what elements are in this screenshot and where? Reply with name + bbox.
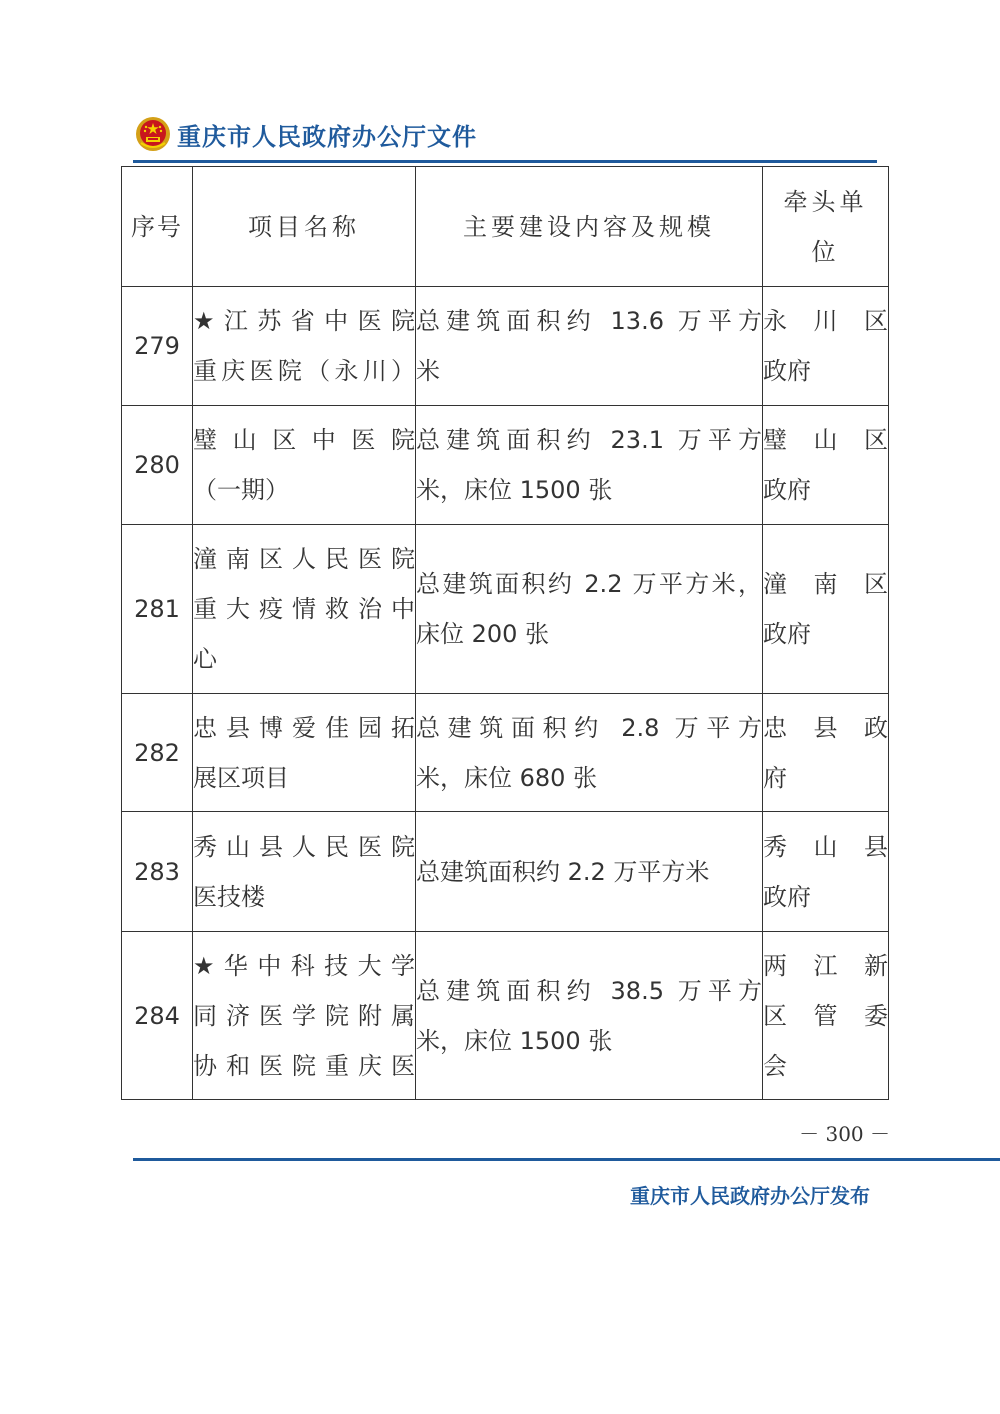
- project-name-line: 秀山县人民医院: [193, 832, 415, 861]
- project-name-line: 忠县博爱佳园拓: [193, 713, 415, 742]
- table-row: [122, 525, 889, 694]
- project-name-line: 璧山区中医院: [193, 426, 415, 454]
- table-row: [122, 406, 889, 525]
- project-name-line: （一期）: [193, 476, 289, 504]
- project-name-line: ★江苏省中医院: [193, 307, 415, 335]
- lead-unit-line: 会: [763, 1051, 787, 1080]
- table-row: [122, 812, 889, 932]
- national-emblem-icon: [135, 116, 171, 152]
- project-name-line: 协和医院重庆医: [193, 1051, 415, 1080]
- column-header-lead-unit-line: 位: [811, 237, 840, 266]
- footer-divider: [133, 1158, 1000, 1161]
- lead-unit-line: 府: [763, 763, 787, 792]
- construction-content-line: 床位 200 张: [416, 620, 550, 648]
- lead-unit-line: 政府: [763, 882, 811, 911]
- construction-content-line: 总建筑面积约 2.2 万平方米: [416, 857, 710, 886]
- lead-unit-line: 璧山区: [763, 426, 888, 454]
- lead-unit: [763, 694, 889, 812]
- lead-unit: [763, 406, 889, 525]
- page-number: － 300 －: [799, 1122, 890, 1146]
- table-header-row: [122, 167, 889, 287]
- construction-content-line: 米，床位 680 张: [416, 763, 598, 792]
- project-name-line: ★华中科技大学: [193, 951, 415, 980]
- construction-content-line: 米: [416, 357, 440, 385]
- lead-unit-line: 政府: [763, 357, 811, 385]
- lead-unit-line: 两江新: [763, 951, 888, 980]
- construction-content: [416, 525, 763, 694]
- construction-content-line: 总建筑面积约 2.2 万平方米，: [416, 570, 762, 598]
- project-name: [193, 406, 416, 525]
- construction-content-line: 米，床位 1500 张: [416, 476, 613, 504]
- header-divider: [133, 160, 877, 163]
- column-header-number: 序号: [122, 167, 193, 287]
- column-header-lead-unit: [763, 167, 889, 287]
- table-row: [122, 694, 889, 812]
- row-number: 279: [122, 287, 193, 406]
- column-header-lead-unit-line: 牵头单: [783, 187, 868, 216]
- row-number: 282: [122, 694, 193, 812]
- construction-content-line: 总建筑面积约 38.5 万平方: [416, 976, 762, 1005]
- project-name: [193, 812, 416, 932]
- lead-unit-line: 潼南区: [763, 570, 888, 598]
- project-name: [193, 932, 416, 1100]
- lead-unit: [763, 932, 889, 1100]
- row-number: 284: [122, 932, 193, 1100]
- project-name: [193, 287, 416, 406]
- document-header: [135, 112, 875, 156]
- publisher-label: 重庆市人民政府办公厅发布: [630, 1184, 870, 1208]
- document-header-title: 重庆市人民政府办公厅文件: [177, 121, 477, 151]
- lead-unit-line: 区管委: [763, 1001, 888, 1030]
- lead-unit: [763, 287, 889, 406]
- column-header-content: 主要建设内容及规模: [416, 167, 763, 287]
- row-number: 283: [122, 812, 193, 932]
- project-name-line: 心: [193, 645, 217, 673]
- construction-content-line: 米，床位 1500 张: [416, 1026, 613, 1055]
- project-name-line: 展区项目: [193, 763, 289, 792]
- lead-unit-line: 秀山县: [763, 832, 888, 861]
- table-row: [122, 287, 889, 406]
- project-name-line: 重庆医院（永川）: [193, 357, 415, 385]
- lead-unit-line: 政府: [763, 476, 811, 504]
- project-name-line: 同济医学院附属: [193, 1001, 415, 1030]
- construction-content: [416, 406, 763, 525]
- column-header-project-name: 项目名称: [193, 167, 416, 287]
- row-number: 281: [122, 525, 193, 694]
- project-name-line: 医技楼: [193, 882, 265, 911]
- construction-content-line: 总建筑面积约 13.6 万平方: [416, 307, 762, 335]
- project-name-line: 潼南区人民医院: [193, 545, 415, 573]
- construction-content-line: 总建筑面积约 23.1 万平方: [416, 426, 762, 454]
- project-name: [193, 694, 416, 812]
- construction-content: [416, 812, 763, 932]
- table-row: [122, 932, 889, 1100]
- construction-content-line: 总建筑面积约 2.8 万平方: [416, 713, 762, 742]
- project-name-line: 重大疫情救治中: [193, 595, 415, 623]
- project-table: [121, 166, 889, 1100]
- construction-content: [416, 932, 763, 1100]
- lead-unit-line: 忠县政: [763, 713, 888, 742]
- lead-unit-line: 政府: [763, 620, 811, 648]
- project-name: [193, 525, 416, 694]
- construction-content: [416, 694, 763, 812]
- lead-unit-line: 永川区: [763, 307, 888, 335]
- lead-unit: [763, 812, 889, 932]
- construction-content: [416, 287, 763, 406]
- lead-unit: [763, 525, 889, 694]
- row-number: 280: [122, 406, 193, 525]
